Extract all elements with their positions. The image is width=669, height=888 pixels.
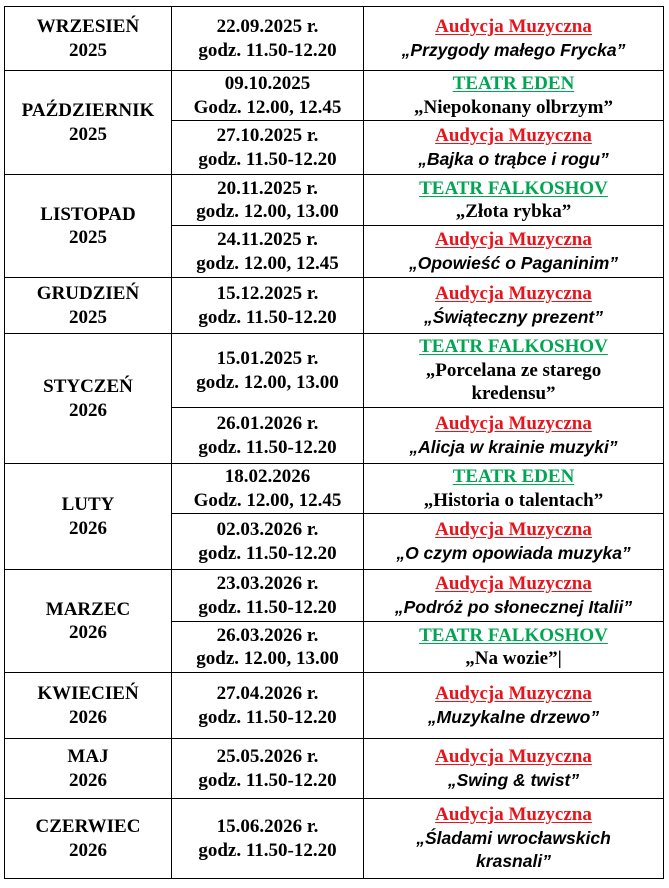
month-year: 2026: [69, 706, 107, 728]
month-name: KWIECIEŃ: [37, 683, 139, 704]
table-row: [5, 673, 664, 739]
month-year: 2025: [69, 306, 107, 328]
event-time: godz. 11.50-12.20: [198, 436, 337, 458]
month-cell: [5, 570, 172, 673]
event-name: „Podróż po słonecznej Italii”: [394, 596, 633, 617]
event-name: „Alicja w krainie muzyki”: [409, 436, 618, 457]
month-year: 2026: [69, 839, 107, 861]
event-date: 15.12.2025 r.: [216, 283, 319, 304]
event-name: „Przygody małego Frycka”: [401, 39, 626, 60]
event-type: Audycja Muzyczna: [435, 746, 592, 767]
event-cell: [364, 464, 664, 514]
table-row: [5, 799, 664, 879]
event-date: 26.01.2026 r.: [216, 413, 319, 434]
event-time: godz. 11.50-12.20: [198, 306, 337, 328]
event-name: „Na wozie”|: [465, 648, 562, 669]
event-cell: [364, 570, 664, 622]
event-name: „Bajka o trąbce i rogu”: [418, 148, 609, 169]
event-cell: [364, 622, 664, 673]
event-time: godz. 12.00, 12.45: [196, 252, 339, 274]
event-type: Audycja Muzyczna: [435, 283, 592, 304]
month-cell: [5, 278, 172, 334]
month-name: PAŹDZIERNIK: [21, 100, 155, 121]
event-time: Godz. 12.00, 12.45: [193, 489, 342, 511]
date-cell: [172, 673, 364, 739]
events-schedule-table: [4, 6, 664, 879]
month-cell: [5, 7, 172, 71]
event-date: 15.01.2025 r.: [216, 348, 319, 369]
event-date: 20.11.2025 r.: [217, 177, 318, 199]
date-cell: [172, 121, 364, 175]
event-type: Audycja Muzyczna: [435, 16, 592, 37]
event-date: 25.05.2026 r.: [216, 746, 319, 767]
table-row: [5, 71, 664, 121]
month-name: GRUDZIEŃ: [36, 283, 140, 304]
date-cell: [172, 226, 364, 278]
event-cell: [364, 278, 664, 334]
event-name: „Niepokonany olbrzym”: [414, 96, 613, 118]
month-cell: [5, 71, 172, 175]
month-name: LISTOPAD: [40, 203, 136, 225]
event-cell: [364, 514, 664, 570]
month-name: CZERWIEC: [35, 816, 141, 837]
event-cell: [364, 175, 664, 226]
event-cell: [364, 739, 664, 799]
event-date: 26.03.2026 r.: [216, 624, 319, 646]
event-cell: [364, 799, 664, 879]
event-type: TEATR FALKOSHOV: [419, 336, 608, 358]
table-row: [5, 464, 664, 514]
event-date: 24.11.2025 r.: [217, 229, 318, 250]
event-date: 02.03.2026 r.: [216, 519, 319, 540]
month-name: MAJ: [67, 746, 109, 767]
table-row: [5, 570, 664, 622]
event-name: „Historia o talentach”: [423, 489, 604, 511]
event-type: Audycja Muzyczna: [435, 125, 592, 146]
date-cell: [172, 408, 364, 464]
event-name-line-1: „Śladami wrocławskich: [416, 827, 611, 848]
month-name: MARZEC: [45, 598, 131, 620]
event-type: TEATR EDEN: [452, 466, 575, 487]
event-time: godz. 11.50-12.20: [198, 542, 337, 564]
table-row: [5, 334, 664, 408]
month-name: WRZESIEŃ: [36, 16, 140, 37]
date-cell: [172, 334, 364, 408]
event-date: 22.09.2025 r.: [216, 16, 319, 37]
event-cell: [364, 408, 664, 464]
month-name: STYCZEŃ: [43, 376, 133, 397]
table-row: [5, 7, 664, 71]
event-date: 18.02.2026: [224, 466, 311, 487]
event-type: Audycja Muzyczna: [435, 573, 592, 594]
event-cell: [364, 121, 664, 175]
event-type: TEATR EDEN: [452, 73, 575, 94]
date-cell: [172, 175, 364, 226]
month-cell: [5, 673, 172, 739]
event-name-line-1: „Porcelana ze starego: [425, 359, 602, 381]
event-type: Audycja Muzyczna: [435, 413, 592, 434]
month-name: LUTY: [61, 494, 115, 515]
event-time: godz. 11.50-12.20: [198, 39, 337, 61]
event-cell: [364, 334, 664, 408]
table-row: [5, 175, 664, 226]
event-time: godz. 11.50-12.20: [198, 148, 337, 170]
event-time: godz. 12.00, 13.00: [196, 201, 339, 222]
event-time: Godz. 12.00, 12.45: [193, 96, 342, 118]
event-type: TEATR FALKOSHOV: [419, 177, 608, 199]
event-name: „Złota rybka”: [455, 201, 572, 222]
date-cell: [172, 570, 364, 622]
event-name-line-2: krasnali”: [476, 851, 551, 872]
month-year: 2025: [69, 39, 107, 61]
event-name: „Swing & twist”: [447, 769, 580, 790]
event-time: godz. 11.50-12.20: [198, 596, 337, 618]
event-name-line-2: kredensu”: [471, 383, 556, 405]
event-date: 27.04.2026 r.: [216, 683, 319, 704]
month-year: 2025: [69, 227, 107, 248]
event-type: TEATR FALKOSHOV: [419, 624, 608, 646]
event-type: Audycja Muzyczna: [435, 229, 592, 250]
date-cell: [172, 7, 364, 71]
event-time: godz. 11.50-12.20: [198, 769, 337, 791]
event-cell: [364, 226, 664, 278]
month-cell: [5, 739, 172, 799]
month-cell: [5, 464, 172, 570]
event-time: godz. 12.00, 13.00: [196, 371, 339, 393]
event-date: 27.10.2025 r.: [216, 125, 319, 146]
month-year: 2026: [69, 622, 107, 643]
month-cell: [5, 799, 172, 879]
event-type: Audycja Muzyczna: [435, 519, 592, 540]
table-row: [5, 278, 664, 334]
event-time: godz. 11.50-12.20: [198, 706, 337, 728]
event-date: 09.10.2025: [224, 73, 311, 94]
month-year: 2026: [69, 399, 107, 421]
event-type: Audycja Muzyczna: [435, 683, 592, 704]
table-row: [5, 739, 664, 799]
event-name: „Opowieść o Paganinim”: [408, 252, 619, 273]
event-date: 23.03.2026 r.: [216, 573, 319, 594]
date-cell: [172, 739, 364, 799]
event-time: godz. 11.50-12.20: [198, 839, 337, 861]
date-cell: [172, 514, 364, 570]
event-type: Audycja Muzyczna: [435, 804, 592, 826]
date-cell: [172, 71, 364, 121]
event-cell: [364, 7, 664, 71]
event-cell: [364, 71, 664, 121]
date-cell: [172, 799, 364, 879]
month-year: 2025: [69, 123, 107, 145]
date-cell: [172, 464, 364, 514]
month-cell: [5, 175, 172, 278]
month-year: 2026: [69, 769, 107, 791]
event-name: „O czym opowiada muzyka”: [396, 542, 631, 563]
event-name: „Świąteczny prezent”: [424, 306, 603, 327]
date-cell: [172, 278, 364, 334]
event-name: „Muzykalne drzewo”: [427, 706, 600, 727]
date-cell: [172, 622, 364, 673]
event-cell: [364, 673, 664, 739]
month-cell: [5, 334, 172, 464]
month-year: 2026: [69, 517, 107, 539]
event-date: 15.06.2026 r.: [216, 816, 319, 837]
event-time: godz. 12.00, 13.00: [196, 648, 339, 669]
